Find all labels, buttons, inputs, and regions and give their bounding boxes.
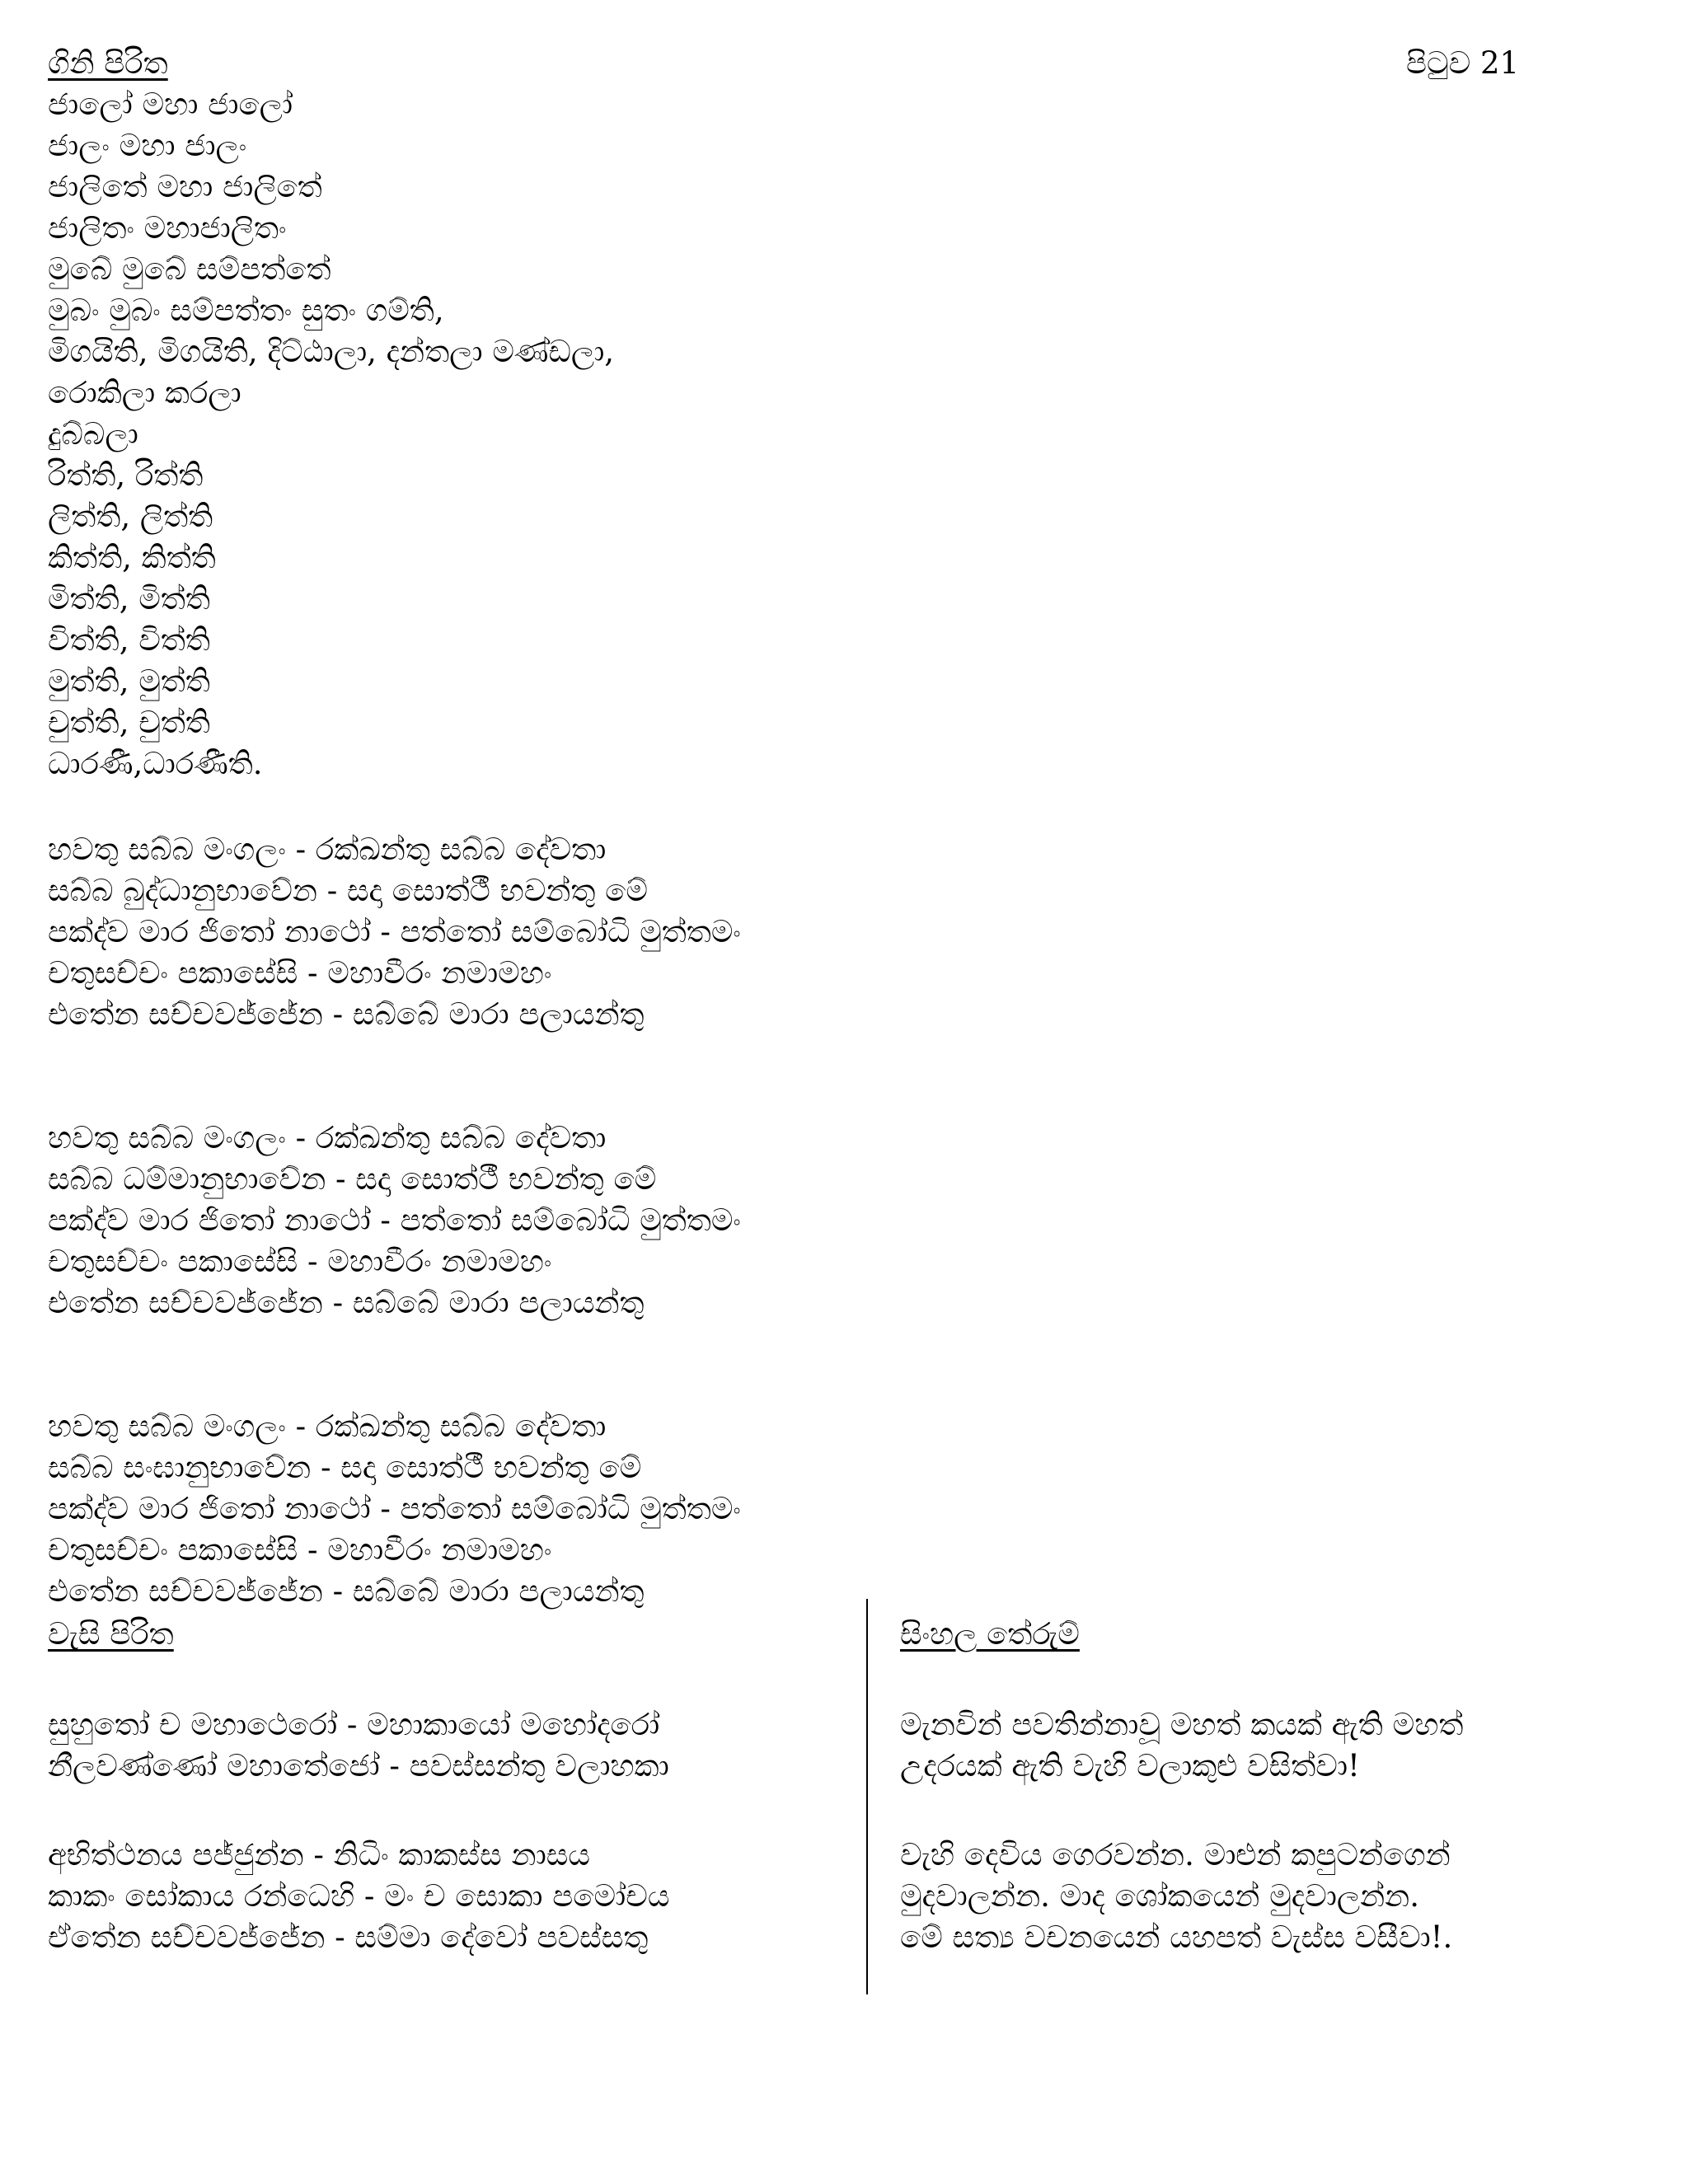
meaning-line: වැහි දෙවිය ගෙරවන්න. මාළුන් කපුටන්ගෙන් — [900, 1837, 1451, 1872]
stanza-line: එතේන සච්චවජ්ජේන - සබ්බේ මාරා පලායන්තු — [48, 996, 645, 1032]
blessing-stanzas — [48, 829, 1202, 1612]
chant-line: කිත්ති, කිත්ති — [48, 540, 216, 575]
stanza-line: හවතු සබ්බ මංගලං - රක්ඛන්තු සබ්බ දේවතා — [48, 1408, 607, 1444]
chant-line: ලිත්ති, ලිත්ති — [48, 499, 213, 534]
chant-line: විත්ති, විත්ති — [48, 622, 210, 658]
sinhala-meaning-heading: සිංහල තේරුම් — [900, 1616, 1080, 1652]
stanza — [48, 829, 1202, 1035]
chant-line: මිත්ති, මිත්ති — [48, 581, 210, 616]
chant-line: මුබේ මුබේ සම්පත්තේ — [48, 251, 331, 287]
verse-line: නීලවණ්ණෝ මහාතේජෝ - පවස්සන්තු වලාහකා — [48, 1748, 669, 1783]
chant-line: චුත්ති, චුත්ති — [48, 705, 210, 740]
meaning-line: උදරයක් ඇති වැහි වලාකුළු වසිත්වා! — [900, 1748, 1360, 1783]
page-number: පිටුව 21 — [1406, 45, 1520, 81]
stanza — [48, 1406, 1202, 1612]
stanza-line: පක්ද්ව මාර ජිතෝ නාථෝ - පත්තෝ සම්බෝධි මුත්තමං — [48, 1491, 741, 1526]
stanza-line: හවතු සබ්බ මංගලං - රක්ඛන්තු සබ්බ දේවතා — [48, 1120, 607, 1155]
verse-line: ඒතේන සච්චවජ්ජේන - සම්මා දේවෝ පවස්සතු — [48, 1919, 649, 1955]
chant-line: ධාරණී,ධාරණීති. — [48, 746, 263, 781]
stanza-line: සබ්බ සංඝානුභාවේන - සදා සොත්ථී භවන්තු මේ — [48, 1450, 642, 1485]
chant-line: ජාලෝ මහා ජාලෝ — [48, 87, 293, 122]
meaning-line: මැනවින් පවතින්නාවූ මහත් කයක් ඇති මහත් — [900, 1707, 1464, 1742]
verse-block — [48, 1704, 839, 1787]
meaning-line: මේ සත්‍ය වචනයෙන් යහපත් වැස්ස වසීවා!. — [900, 1919, 1453, 1955]
verse-line: සුහුතෝ ච මහාථෙරෝ - මහාකායෝ මහෝදරෝ — [48, 1707, 660, 1742]
chant-line: මුත්ති, මුත්ති — [48, 663, 210, 699]
stanza-line: සබ්බ ධම්මානුභාවේන - සදා සොත්ථී භවන්තු මේ — [48, 1161, 657, 1197]
chant-line: මුබං මුබං සම්පත්තං සුතං ගම්ති, — [48, 293, 444, 328]
chant-line: ජාලිතං මහාජාලිතං — [48, 210, 287, 246]
verse-block — [48, 1835, 839, 1958]
page-title: ගිනි පිරිත — [48, 45, 168, 81]
sinhala-meaning-section — [900, 1614, 1658, 2006]
stanza-line: එතේන සච්චවජ්ජේන - සබ්බේ මාරා පලායන්තු — [48, 1285, 645, 1320]
rain-chant-heading: වැසි පිරිත — [48, 1616, 174, 1652]
chant-line: රිත්ති, රිත්ති — [48, 457, 204, 493]
stanza-line: පක්ද්ව මාර ජිතෝ නාථෝ - පත්තෝ සම්බෝධි මුත්තමං — [48, 914, 741, 949]
chant-line: මිගයිති, මිගයිති, දිට්ඨාලා, දන්තලා මණ්ඩලා, — [48, 334, 615, 369]
stanza-line: චතුසච්චං පකාසේසි - මහාවීරං නමාමහං — [48, 955, 552, 991]
verse-line: අභිත්ථනය පජ්ජුන්න - නිධිං කාකස්ස නාසය — [48, 1837, 590, 1872]
stanza-line: චතුසච්චං පකාසේසි - මහාවීරං නමාමහං — [48, 1532, 552, 1568]
chant-line: දුබ්බලා — [48, 416, 138, 452]
verse-line: කාකං සෝකාය රන්ධෙහි - මං ච සොකා පමෝචය — [48, 1878, 670, 1914]
rain-chant-section — [48, 1614, 839, 2006]
stanza — [48, 1118, 1202, 1324]
meaning-block — [900, 1835, 1658, 1958]
stanza-line: චතුසච්චං පකාසේසි - මහාවීරං නමාමහං — [48, 1244, 552, 1279]
chant-line: රොකිලා කරලා — [48, 375, 241, 410]
column-divider — [866, 1599, 868, 1994]
chant-lines — [48, 84, 1202, 785]
chant-line: ජාලං මහා ජාලං — [48, 128, 247, 163]
chant-line: ජාලිතේ මහා ජාලිතේ — [48, 169, 322, 204]
stanza-line: එතේන සච්චවජ්ජේන - සබ්බේ මාරා පලායන්තු — [48, 1573, 645, 1609]
stanza-line: සබ්බ බුද්ධානුභාවේන - සදා සොත්ථී භවන්තු මේ — [48, 873, 648, 908]
meaning-line: මුදවාලන්න. මාද ශෝකයෙන් මුදවාලන්න. — [900, 1878, 1419, 1914]
stanza-line: හවතු සබ්බ මංගලං - රක්ඛන්තු සබ්බ දේවතා — [48, 832, 607, 867]
stanza-line: පක්ද්ව මාර ජිතෝ නාථෝ - පත්තෝ සම්බෝධි මුත්තමං — [48, 1202, 741, 1238]
meaning-block — [900, 1704, 1658, 1787]
